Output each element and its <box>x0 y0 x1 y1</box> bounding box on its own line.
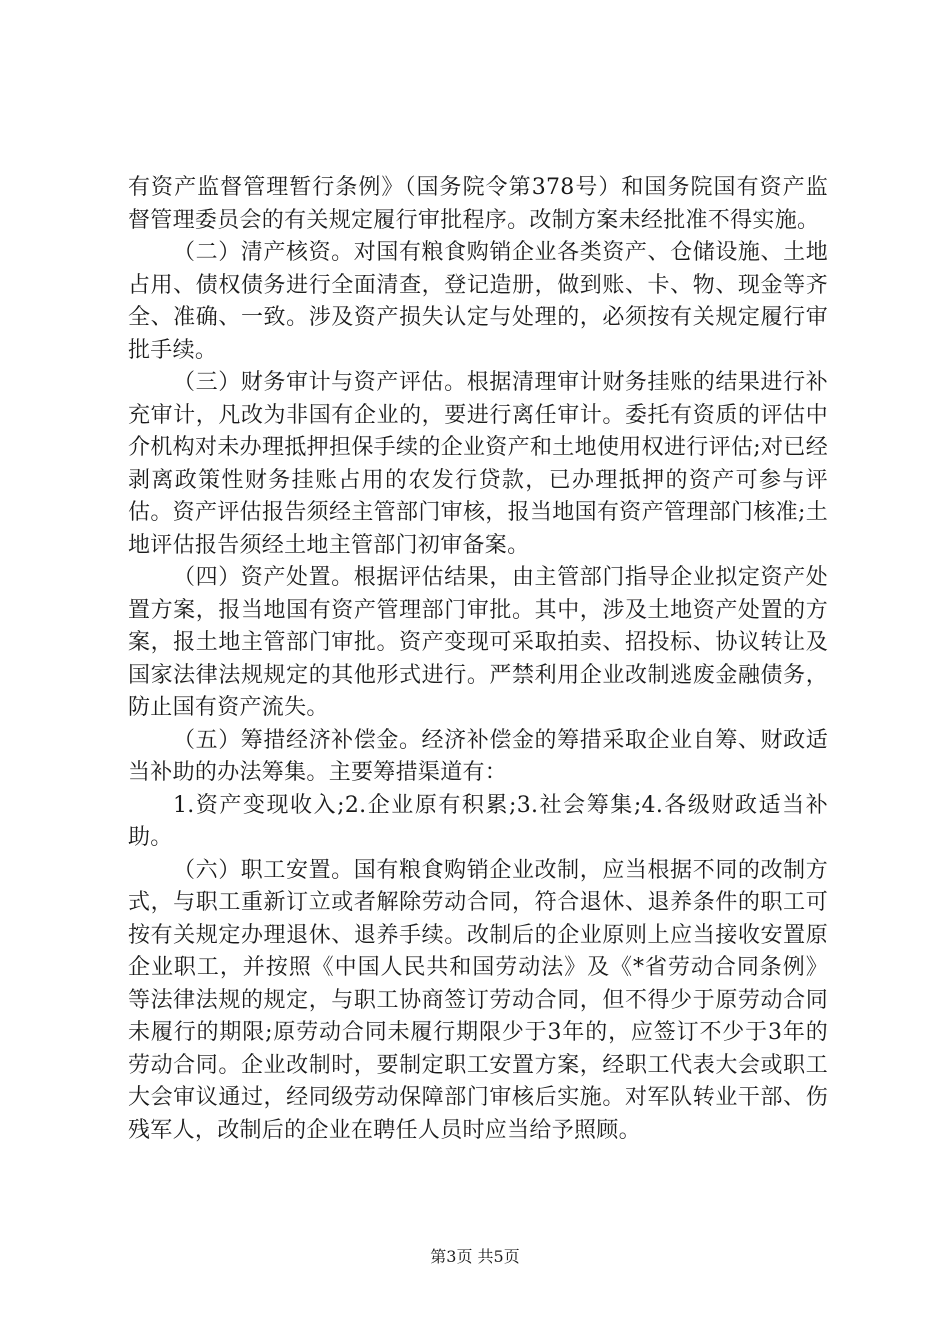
paragraph-asset-verification: （二）清产核资。对国有粮食购销企业各类资产、仓储设施、土地占用、债权债务进行全面清查，登记造册，做到账、卡、物、现金等齐全、准确、一致。涉及资产损失认定与处理的，必须按有关规定履行审批手续。 <box>128 240 828 363</box>
page-number-footer: 第3页 共5页 <box>430 1247 520 1266</box>
paragraph-staff-placement: （六）职工安置。国有粮食购销企业改制，应当根据不同的改制方式，与职工重新订立或者解除劳动合同，符合退休、退养条件的职工可按有关规定办理退休、退养手续。改制后的企业原则上应当接收安置原企业职工，并按照《中国人民共和国劳动法》及《*省劳动合同条例》等法律法规的规定，与职工协商签订劳动合同，但不得少于原劳动合同未履行的期限;原劳动合同未履行期限少于3年的，应签订不少于3年的劳动合同。企业改制时，要制定职工安置方案，经职工代表大会或职工大会审议通过，经同级劳动保障部门审核后实施。对军队转业干部、伤残军人，改制后的企业在聘任人员时应当给予照顾。 <box>128 857 828 1143</box>
document-body <box>128 172 828 1147</box>
paragraph-compensation-funds: （五）筹措经济补偿金。经济补偿金的筹措采取企业自筹、财政适当补助的办法筹集。主要筹措渠道有： <box>128 727 828 785</box>
paragraph-continuation: 有资产监督管理暂行条例》（国务院令第378号）和国务院国有资产监督管理委员会的有关规定履行审批程序。改制方案未经批准不得实施。 <box>128 175 828 233</box>
paragraph-funding-channels: 1.资产变现收入;2.企业原有积累;3.社会筹集;4.各级财政适当补助。 <box>128 792 828 850</box>
paragraph-asset-disposal: （四）资产处置。根据评估结果，由主管部门指导企业拟定资产处置方案，报当地国有资产管理部门审批。其中，涉及土地资产处置的方案，报土地主管部门审批。资产变现可采取拍卖、招投标、协议转让及国家法律法规规定的其他形式进行。严禁利用企业改制逃废金融债务，防止国有资产流失。 <box>128 565 828 720</box>
paragraph-audit-evaluation: （三）财务审计与资产评估。根据清理审计财务挂账的结果进行补充审计，凡改为非国有企业的，要进行离任审计。委托有资质的评估中介机构对未办理抵押担保手续的企业资产和土地使用权进行评估;对已经剥离政策性财务挂账占用的农发行贷款，已办理抵押的资产可参与评估。资产评估报告须经主管部门审核，报当地国有资产管理部门核准;土地评估报告须经土地主管部门初审备案。 <box>128 370 828 558</box>
